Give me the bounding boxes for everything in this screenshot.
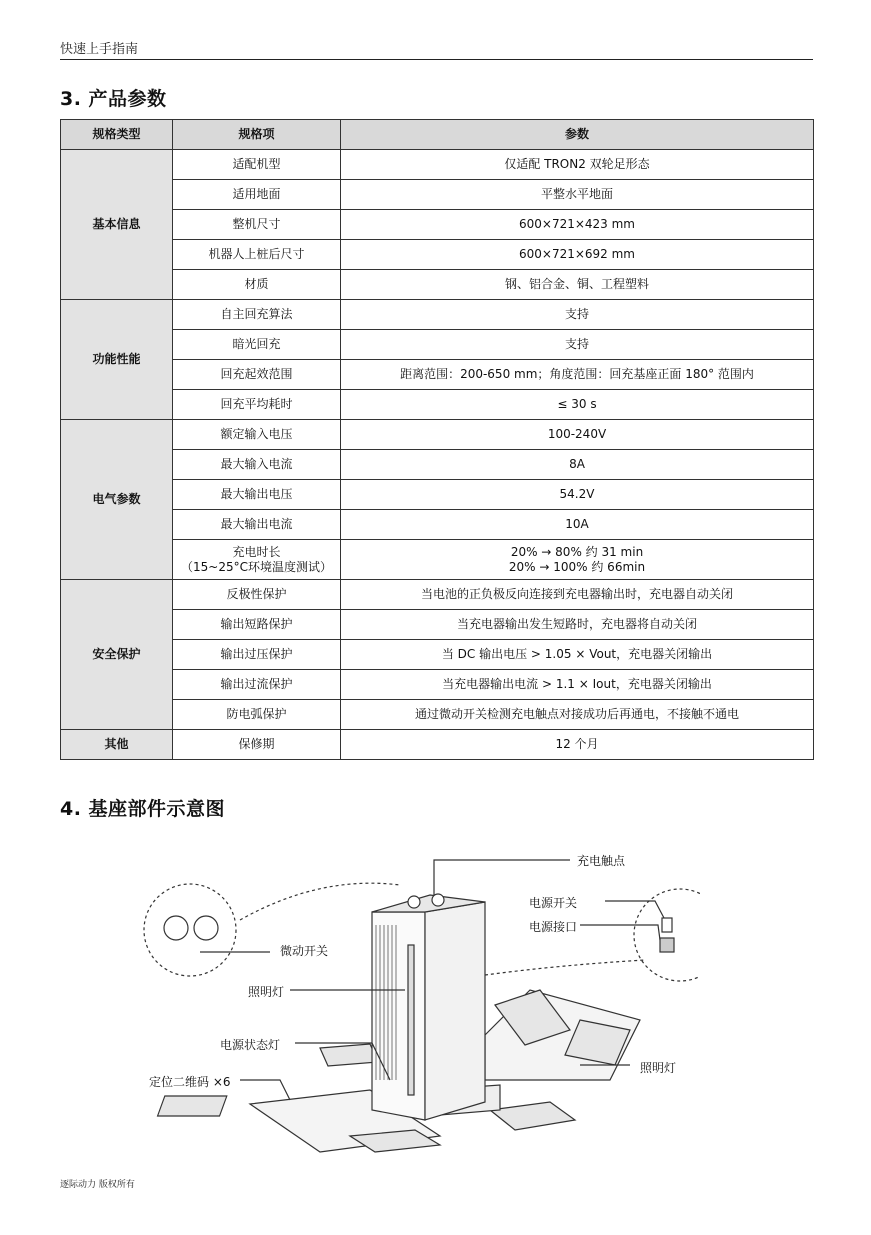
- micro-switch-detail: [144, 884, 236, 976]
- spec-value: 100-240V: [341, 420, 814, 450]
- spec-item: 暗光回充: [173, 330, 341, 360]
- section-title-base-diagram: 4. 基座部件示意图: [60, 798, 226, 820]
- footer-copyright: 逐际动力 版权所有: [60, 1180, 135, 1190]
- spec-value: 10A: [341, 510, 814, 540]
- spec-value: 当电池的正负极反向连接到充电器输出时，充电器自动关闭: [341, 580, 814, 610]
- spec-value: 平整水平地面: [341, 180, 814, 210]
- table-row: [61, 640, 814, 670]
- table-row: [61, 700, 814, 730]
- spec-value: 当充电器输出发生短路时，充电器将自动关闭: [341, 610, 814, 640]
- spec-value: 仅适配 TRON2 双轮足形态: [341, 150, 814, 180]
- leader-charging-contacts: [434, 860, 570, 895]
- label-power-status-light: 电源状态灯: [220, 1038, 281, 1052]
- spec-value: 钢、铝合金、铜、工程塑料: [341, 270, 814, 300]
- spec-value: 支持: [341, 300, 814, 330]
- spec-item-line2: （15~25°C环境温度测试）: [181, 559, 332, 574]
- table-row: [61, 360, 814, 390]
- category-cell: 其他: [61, 730, 173, 760]
- spec-value: 距离范围：200-650 mm；角度范围：回充基座正面 180° 范围内: [341, 360, 814, 390]
- table-row: [61, 180, 814, 210]
- header-divider: [60, 59, 813, 60]
- qr-pad-left-3: [320, 1044, 378, 1066]
- header-title: 快速上手指南: [60, 42, 139, 57]
- table-row: [61, 670, 814, 700]
- table-row: [61, 270, 814, 300]
- label-light-left: 照明灯: [248, 985, 285, 999]
- label-qr-codes: 定位二维码 ×6: [149, 1075, 231, 1089]
- spec-value: 12 个月: [341, 730, 814, 760]
- table-row: [61, 210, 814, 240]
- column-header-value: 参数: [341, 120, 814, 150]
- spec-value-line1: 20% → 80% 约 31 min: [510, 544, 644, 559]
- category-cell: 安全保护: [61, 580, 173, 730]
- spec-item: 额定输入电压: [173, 420, 341, 450]
- spec-item: 回充起效范围: [173, 360, 341, 390]
- category-cell: 基本信息: [61, 150, 173, 300]
- table-row: [61, 390, 814, 420]
- column-header-item: 规格项: [173, 120, 341, 150]
- spec-item: 输出过压保护: [173, 640, 341, 670]
- section-title-product-params: 3. 产品参数: [60, 88, 167, 110]
- spec-item: 反极性保护: [173, 580, 341, 610]
- spec-value: 通过微动开关检测充电触点对接成功后再通电，不接触不通电: [341, 700, 814, 730]
- table-row: [61, 480, 814, 510]
- spec-item: 保修期: [173, 730, 341, 760]
- table-row: [61, 150, 814, 180]
- power-panel-detail: [634, 889, 700, 981]
- power-port-detail: [660, 938, 674, 952]
- spec-item: 自主回充算法: [173, 300, 341, 330]
- charging-contact-1: [408, 896, 420, 908]
- label-power-switch: 电源开关: [529, 896, 578, 910]
- spec-item: 适配机型: [173, 150, 341, 180]
- spec-item: 最大输出电流: [173, 510, 341, 540]
- dashed-link-right: [485, 960, 645, 975]
- table-row: [61, 240, 814, 270]
- power-switch-detail: [662, 918, 672, 932]
- leader-qr-codes: [240, 1080, 290, 1100]
- column-header-type: 规格类型: [61, 120, 173, 150]
- table-row: [61, 540, 814, 580]
- table-header-row: [61, 120, 814, 150]
- spec-table: [60, 119, 814, 760]
- qr-pad-right-3: [490, 1102, 575, 1130]
- spec-item: 输出短路保护: [173, 610, 341, 640]
- spec-item: 材质: [173, 270, 341, 300]
- spec-item: 最大输出电压: [173, 480, 341, 510]
- spec-value: 54.2V: [341, 480, 814, 510]
- table-row: [61, 610, 814, 640]
- qr-pad-left-1: [158, 1096, 227, 1116]
- label-micro-switch: 微动开关: [280, 944, 329, 958]
- spec-item: 防电弧保护: [173, 700, 341, 730]
- spec-item: 机器人上桩后尺寸: [173, 240, 341, 270]
- spec-item: [173, 540, 341, 580]
- spec-value: 当 DC 输出电压 > 1.05 × Vout，充电器关闭输出: [341, 640, 814, 670]
- spec-value: 600×721×692 mm: [341, 240, 814, 270]
- table-row: [61, 420, 814, 450]
- table-row: [61, 730, 814, 760]
- spec-item: 最大输入电流: [173, 450, 341, 480]
- label-light-right: 照明灯: [640, 1061, 677, 1075]
- spec-item: 回充平均耗时: [173, 390, 341, 420]
- spec-item: 输出过流保护: [173, 670, 341, 700]
- spec-item-line1: 充电时长: [232, 544, 281, 559]
- base-station-diagram: [140, 840, 700, 1160]
- charging-contact-2: [432, 894, 444, 906]
- table-row: [61, 300, 814, 330]
- table-row: [61, 510, 814, 540]
- spec-item: 整机尺寸: [173, 210, 341, 240]
- table-row: [61, 450, 814, 480]
- table-row: [61, 580, 814, 610]
- label-power-port: 电源接口: [529, 920, 578, 934]
- category-cell: 功能性能: [61, 300, 173, 420]
- spec-value: 当充电器输出电流 > 1.1 × Iout，充电器关闭输出: [341, 670, 814, 700]
- spec-item: 适用地面: [173, 180, 341, 210]
- label-charging-contacts: 充电触点: [577, 854, 626, 868]
- spec-value: 8A: [341, 450, 814, 480]
- spec-value: [341, 540, 814, 580]
- lighting-strip: [408, 945, 414, 1095]
- category-cell: 电气参数: [61, 420, 173, 580]
- spec-value: 600×721×423 mm: [341, 210, 814, 240]
- tower-side: [425, 902, 485, 1120]
- spec-value-line2: 20% → 100% 约 66min: [508, 559, 646, 574]
- spec-value: 支持: [341, 330, 814, 360]
- table-row: [61, 330, 814, 360]
- spec-value: ≤ 30 s: [341, 390, 814, 420]
